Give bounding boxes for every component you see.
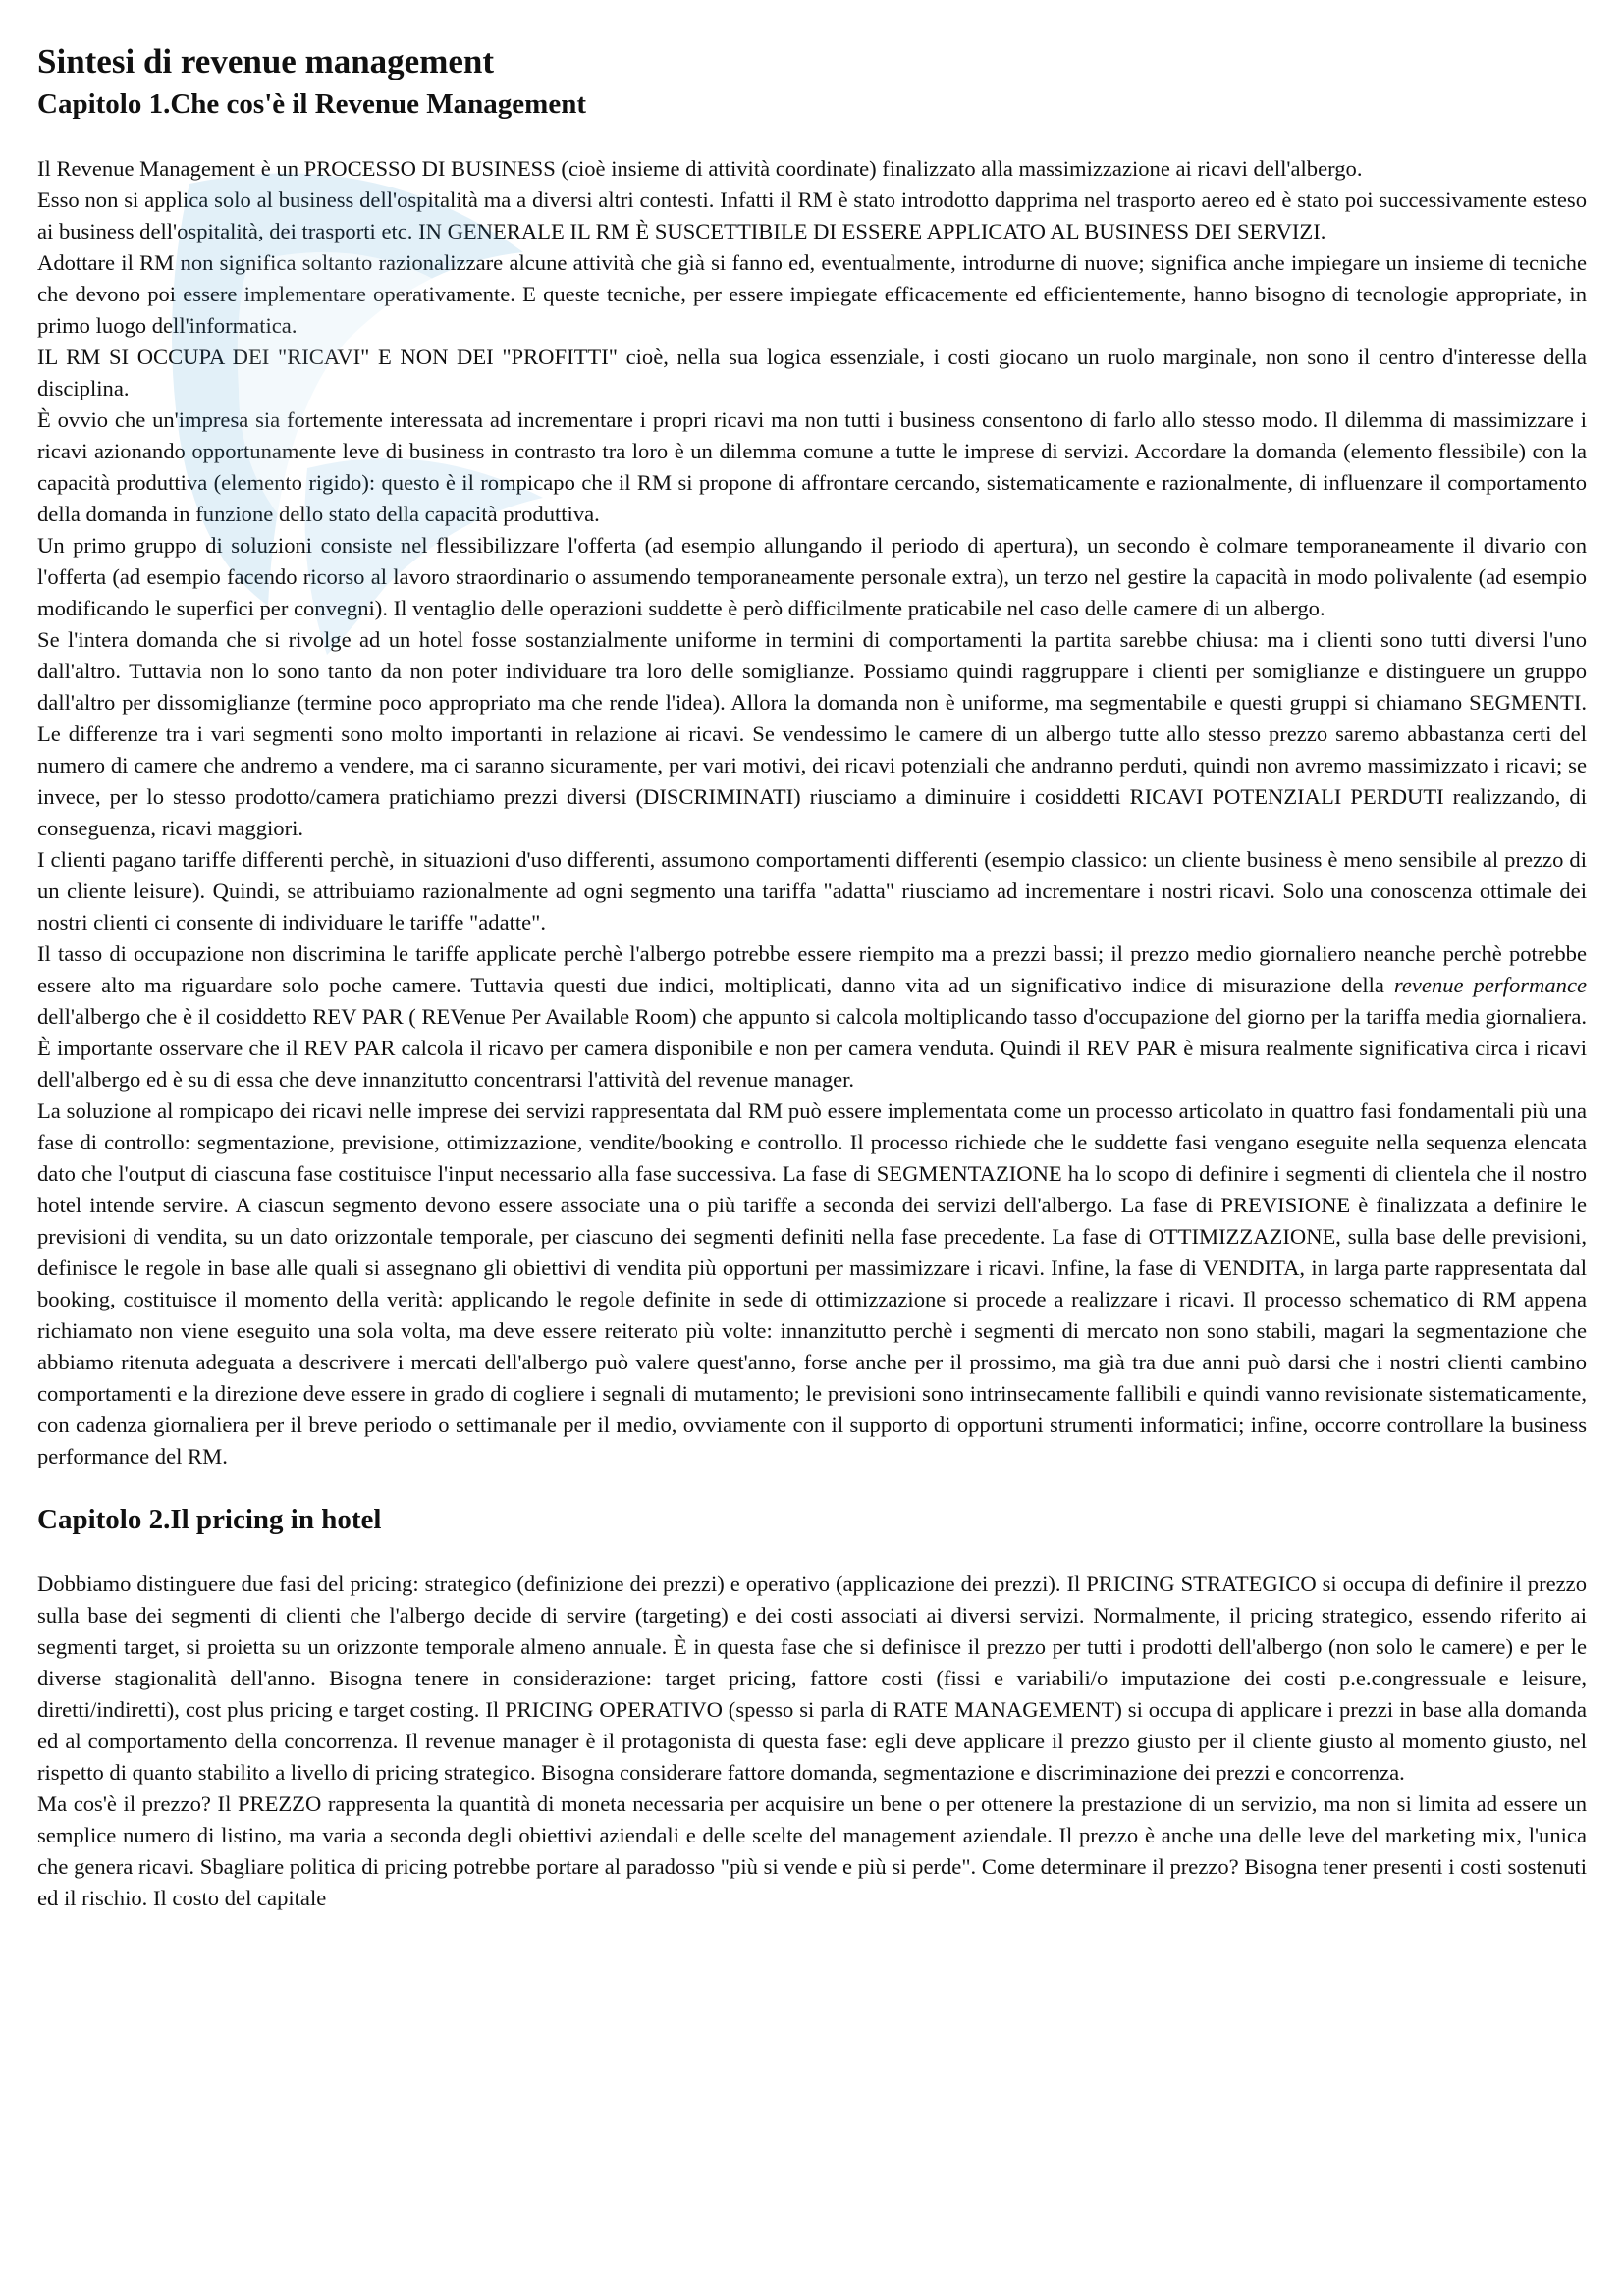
revpar-text-before: Il tasso di occupazione non discrimina le tariffe applicate perchè l'albergo potrebbe essere riempito ma a prezzi bassi; il prezzo medio giornaliero neanche perchè potrebbe essere alto ma riguardare solo poche camere. Tuttavia questi due indici, moltiplicati, danno vita ad un significativo indice di misurazione della xyxy=(37,941,1587,997)
ch1-paragraph-7: Se l'intera domanda che si rivolge ad un hotel fosse sostanzialmente uniforme in termini di comportamenti la partita sarebbe chiusa: ma i clienti sono tutti diversi l'uno dall'altro. Tuttavia non lo sono tanto da non poter individuare tra loro delle somiglianze. Possiamo quindi raggruppare i clienti per somiglianze e distinguere un gruppo dall'altro per dissomiglianze (termine poco appropriato ma che rende l'idea). Allora la domanda non è uniforme, ma segmentabile e questi gruppi si chiamano SEGMENTI. Le differenze tra i vari segmenti sono molto importanti in relazione ai ricavi. Se vendessimo le camere di un albergo tutte allo stesso prezzo saremo abbastanza certi del numero di camere che andremo a vendere, ma ci saranno sicuramente, per vari motivi, dei ricavi potenziali che andranno perduti, quindi non avremo massimizzato i ricavi; se invece, per lo stesso prodotto/camera pratichiamo prezzi diversi (DISCRIMINATI) riusciamo a diminuire i cosiddetti RICAVI POTENZIALI PERDUTI realizzando, di conseguenza, ricavi maggiori. xyxy=(37,627,1587,840)
chapter-1-heading: Capitolo 1.Che cos'è il Revenue Management xyxy=(37,88,586,120)
ch1-paragraph-1: Il Revenue Management è un PROCESSO DI BUSINESS (cioè insieme di attività coordinate) finalizzato alla massimizzazione ai ricavi dell'albergo. xyxy=(37,156,1363,181)
ch1-paragraph-revpar xyxy=(37,938,1587,1095)
ch2-paragraph-1: Dobbiamo distinguere due fasi del pricing: strategico (definizione dei prezzi) e operativo (applicazione dei prezzi). Il PRICING STRATEGICO si occupa di definire il prezzo sulla base dei segmenti di clienti che l'albergo decide di servire (targeting) e dei costi associati ai diversi servizi. Normalmente, il pricing strategico, essendo riferito ai segmenti target, si proietta su un orizzonte temporale almeno annuale. È in questa fase che si definisce il prezzo per tutti i prodotti dell'albergo (non solo le camere) e per le diverse stagionalità dell'anno. Bisogna tenere in considerazione: target pricing, fattore costi (fissi e variabili/o imputazione dei costi p.e.congressuale e leisure, diretti/indiretti), cost plus pricing e target costing. Il PRICING OPERATIVO (spesso si parla di RATE MANAGEMENT) si occupa di applicare i prezzi in base alla domanda ed al comportamento della concorrenza. Il revenue manager è il protagonista di questa fase: egli deve applicare il prezzo giusto per il cliente giusto al momento giusto, nel rispetto di quanto stabilito a livello di pricing strategico. Bisogna considerare fattore domanda, segmentazione e discriminazione dei prezzi e concorrenza. xyxy=(37,1572,1587,1785)
document-title: Sintesi di revenue management xyxy=(37,42,495,80)
ch1-paragraph-closing: La soluzione al rompicapo dei ricavi nelle imprese dei servizi rappresentata dal RM può essere implementata come un processo articolato in quattro fasi fondamentali più una fase di controllo: segmentazione, previsione, ottimizzazione, vendite/booking e controllo. Il processo richiede che le suddette fasi vengano eseguite nella sequenza elencata dato che l'output di ciascuna fase costituisce l'input necessario alla fase successiva. La fase di SEGMENTAZIONE ha lo scopo di definire i segmenti di clientela che il nostro hotel intende servire. A ciascun segmento devono essere associate una o più tariffe a seconda dei servizi dell'albergo. La fase di PREVISIONE è finalizzata a definire le previsioni di vendita, su un dato orizzontale temporale, per ciascuno dei segmenti definiti nella fase precedente. La fase di OTTIMIZZAZIONE, sulla base delle previsioni, definisce le regole in base alle quali si assegnano gli obiettivi di vendita più opportuni per massimizzare i ricavi. Infine, la fase di VENDITA, in larga parte rappresentata dal booking, costituisce il momento della verità: applicando le regole definite in sede di ottimizzazione si procede a realizzare i ricavi. Il processo schematico di RM appena richiamato non viene eseguito una sola volta, ma deve essere reiterato più volte: innanzitutto perchè i segmenti di mercato non sono stabili, magari la segmentazione che abbiamo ritenuta adeguata a descrivere i mercati dell'albergo può valere quest'anno, forse anche per il prossimo, ma già tra due anni può darsi che i nostri clienti cambino comportamenti e la direzione deve essere in grado di cogliere i segnali di mutamento; le previsioni sono intrinsecamente fallibili e quindi vanno revisionate sistematicamente, con cadenza giornaliera per il breve periodo o settimanale per il medio, ovviamente con il supporto di opportuni strumenti informatici; infine, occorre controllare la business performance del RM. xyxy=(37,1098,1587,1468)
ch2-paragraph-2: Ma cos'è il prezzo? Il PREZZO rappresenta la quantità di moneta necessaria per acquisire un bene o per ottenere la prestazione di un servizio, ma non si limita ad essere un semplice numero di listino, ma varia a seconda degli obiettivi aziendali e delle scelte del management aziendale. Il prezzo è anche una delle leve del marketing mix, l'unica che genera ricavi. Sbagliare politica di pricing potrebbe portare al paradosso "più si vende e più si perde". Come determinare il prezzo? Bisogna tener presenti i costi sostenuti ed il rischio. Il costo del capitale xyxy=(37,1791,1587,1910)
ch1-paragraph-8: I clienti pagano tariffe differenti perchè, in situazioni d'uso differenti, assumono comportamenti differenti (esempio classico: un cliente business è meno sensibile al prezzo di un cliente leisure). Quindi, se attribuiamo razionalmente ad ogni segmento una tariffa "adatta" riusciamo ad incrementare i nostri ricavi. Solo una conoscenza ottimale dei nostri clienti ci consente di individuare le tariffe "adatte". xyxy=(37,847,1587,934)
ch1-paragraph-4: IL RM SI OCCUPA DEI "RICAVI" E NON DEI "PROFITTI" cioè, nella sua logica essenziale, i costi giocano un ruolo marginale, non sono il centro d'interesse della disciplina. xyxy=(37,345,1587,400)
ch1-paragraph-5: È ovvio che un'impresa sia fortemente interessata ad incrementare i propri ricavi ma non tutti i business consentono di farlo allo stesso modo. Il dilemma di massimizzare i ricavi azionando opportunamente leve di business in contrasto tra loro è un dilemma comune a tutte le imprese di servizi. Accordare la domanda (elemento flessibile) con la capacità produttiva (elemento rigido): questo è il rompicapo che il RM si propone di affrontare cercando, sistematicamente e razionalmente, di influenzare il comportamento della domanda in funzione dello stato della capacità produttiva. xyxy=(37,407,1587,526)
ch1-paragraph-6: Un primo gruppo di soluzioni consiste nel flessibilizzare l'offerta (ad esempio allungando il periodo di apertura), un secondo è colmare temporaneamente il divario con l'offerta (ad esempio facendo ricorso al lavoro straordinario o assumendo temporaneamente personale extra), un terzo nel gestire la capacità in modo polivalente (ad esempio modificando le superfici per convegni). Il ventaglio delle operazioni suddette è però difficilmente praticabile nel caso delle camere di un albergo. xyxy=(37,533,1587,620)
document-page xyxy=(37,41,1587,2279)
ch1-paragraph-2: Esso non si applica solo al business dell'ospitalità ma a diversi altri contesti. Infatti il RM è stato introdotto dapprima nel trasporto aereo ed è stato poi successivamente esteso ai business dell'ospitalità, dei trasporti etc. IN GENERALE IL RM È SUSCETTIBILE DI ESSERE APPLICATO AL BUSINESS DEI SERVIZI. xyxy=(37,187,1587,243)
revpar-italic-term: revenue performance xyxy=(1393,973,1587,997)
chapter-2-heading: Capitolo 2.Il pricing in hotel xyxy=(37,1504,382,1535)
ch1-paragraph-3: Adottare il RM non significa soltanto razionalizzare alcune attività che già si fanno ed, eventualmente, introdurne di nuove; significa anche impiegare un insieme di tecniche che devono poi essere implementare operativamente. E queste tecniche, per essere impiegate efficacemente ed efficientemente, hanno bisogno di tecnologie appropriate, in primo luogo dell'informatica. xyxy=(37,250,1587,338)
revpar-text-after: dell'albergo che è il cosiddetto REV PAR ( REVenue Per Available Room) che appunto si calcola moltiplicando tasso d'occupazione del giorno per la tariffa media giornaliera. È importante osservare che il REV PAR calcola il ricavo per camera disponibile e non per camera venduta. Quindi il REV PAR è misura realmente significativa circa i ricavi dell'albergo ed è su di essa che deve innanzitutto concentrarsi l'attività del revenue manager. xyxy=(37,1004,1587,1092)
